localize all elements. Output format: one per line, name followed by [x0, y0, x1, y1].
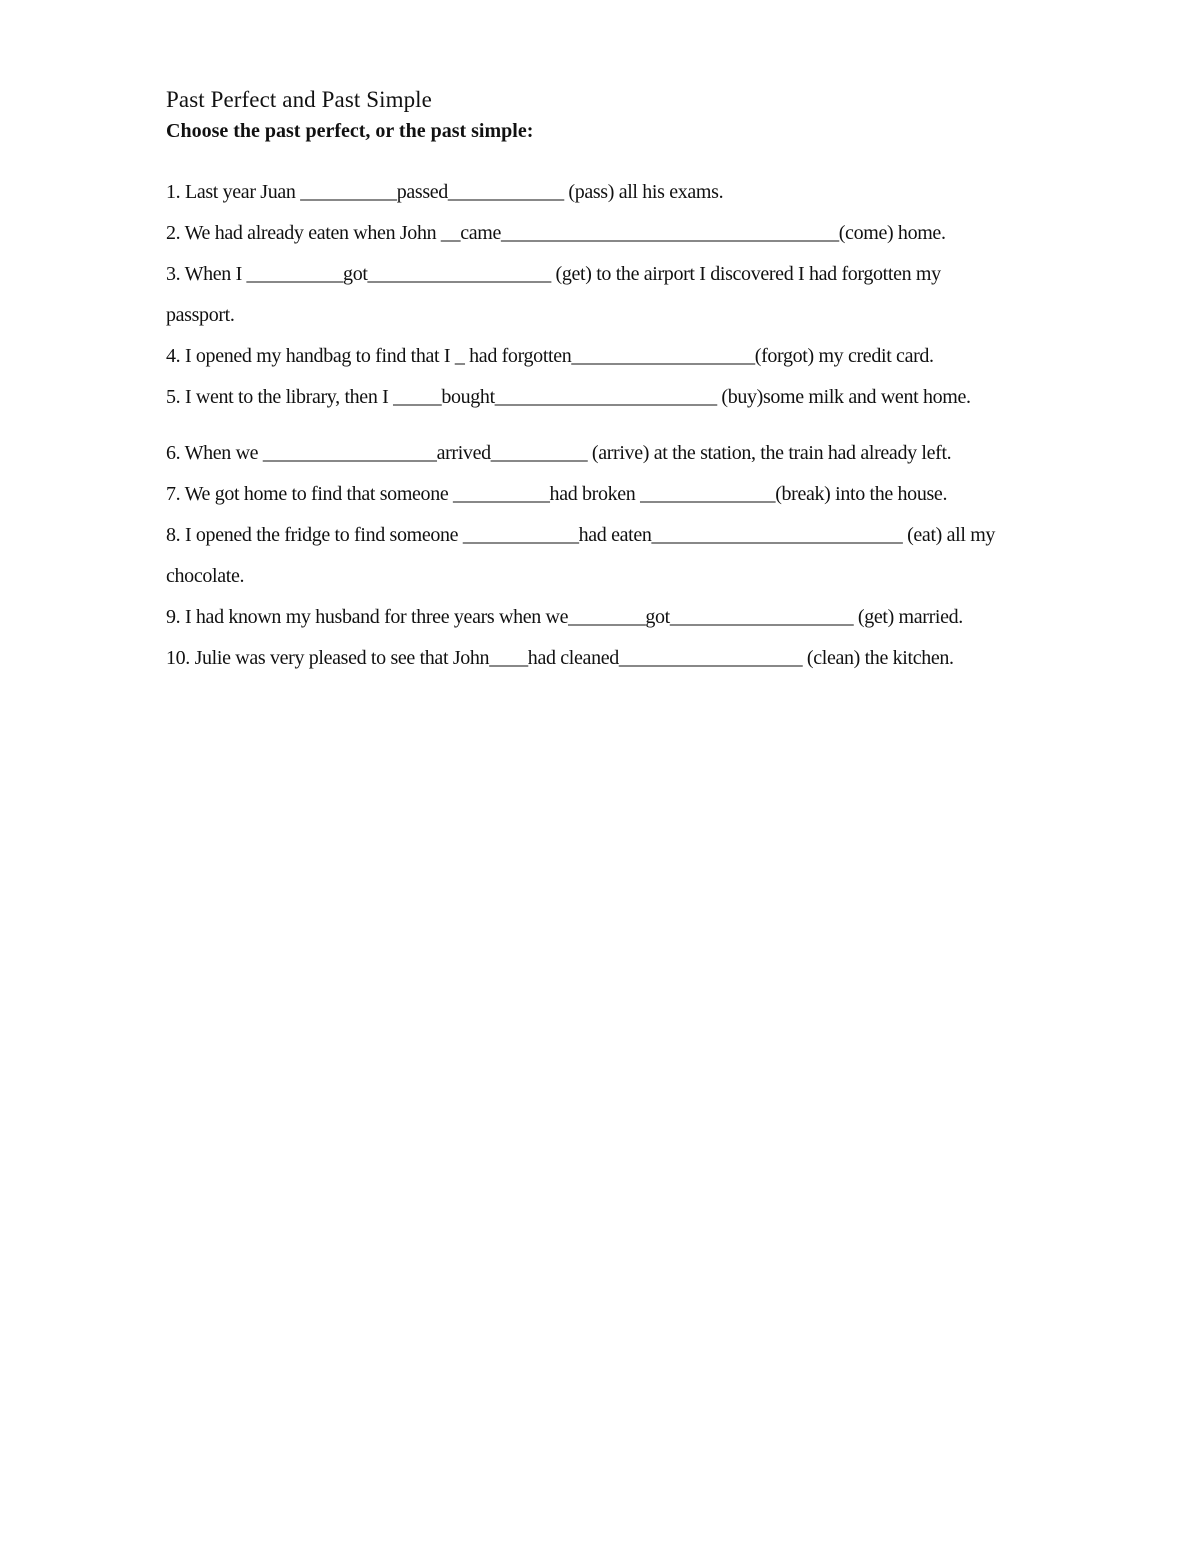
- exercise-item-6: 6. When we __________________arrived__________ (arrive) at the station, the train had already left.: [166, 442, 952, 464]
- exercise-item-5: 5. I went to the library, then I _____bought_______________________ (buy)some milk and went home.: [166, 386, 971, 408]
- exercise-item-8: [166, 515, 1126, 597]
- exercise-item-9: 9. I had known my husband for three years when we________got___________________ (get) married.: [166, 606, 963, 628]
- instructions: Choose the past perfect, or the past simple:: [166, 120, 534, 142]
- exercise-item-3: [166, 254, 1126, 336]
- exercise-item-2: 2. We had already eaten when John __came___________________________________(come) home.: [166, 222, 946, 244]
- worksheet-content: [166, 86, 1126, 679]
- page-title: Past Perfect and Past Simple: [166, 87, 432, 112]
- exercise-item-4: 4. I opened my handbag to find that I _ had forgotten___________________(forgot) my credit card.: [166, 345, 934, 367]
- exercise-item-3-line-1: 3. When I __________got___________________ (get) to the airport I discovered I had forgotten my: [166, 263, 941, 285]
- exercise-item-3-line-2: passport.: [166, 304, 235, 326]
- exercise-item-8-line-2: chocolate.: [166, 565, 245, 587]
- exercise-item-8-line-1: 8. I opened the fridge to find someone ____________had eaten__________________________ (eat) all my: [166, 524, 996, 546]
- exercise-item-7: 7. We got home to find that someone __________had broken ______________(break) into the house.: [166, 483, 948, 505]
- exercise-item-10: 10. Julie was very pleased to see that John____had cleaned___________________ (clean) the kitchen.: [166, 647, 954, 669]
- exercise-list: [166, 172, 1126, 679]
- exercise-item-1: 1. Last year Juan __________passed____________ (pass) all his exams.: [166, 181, 724, 203]
